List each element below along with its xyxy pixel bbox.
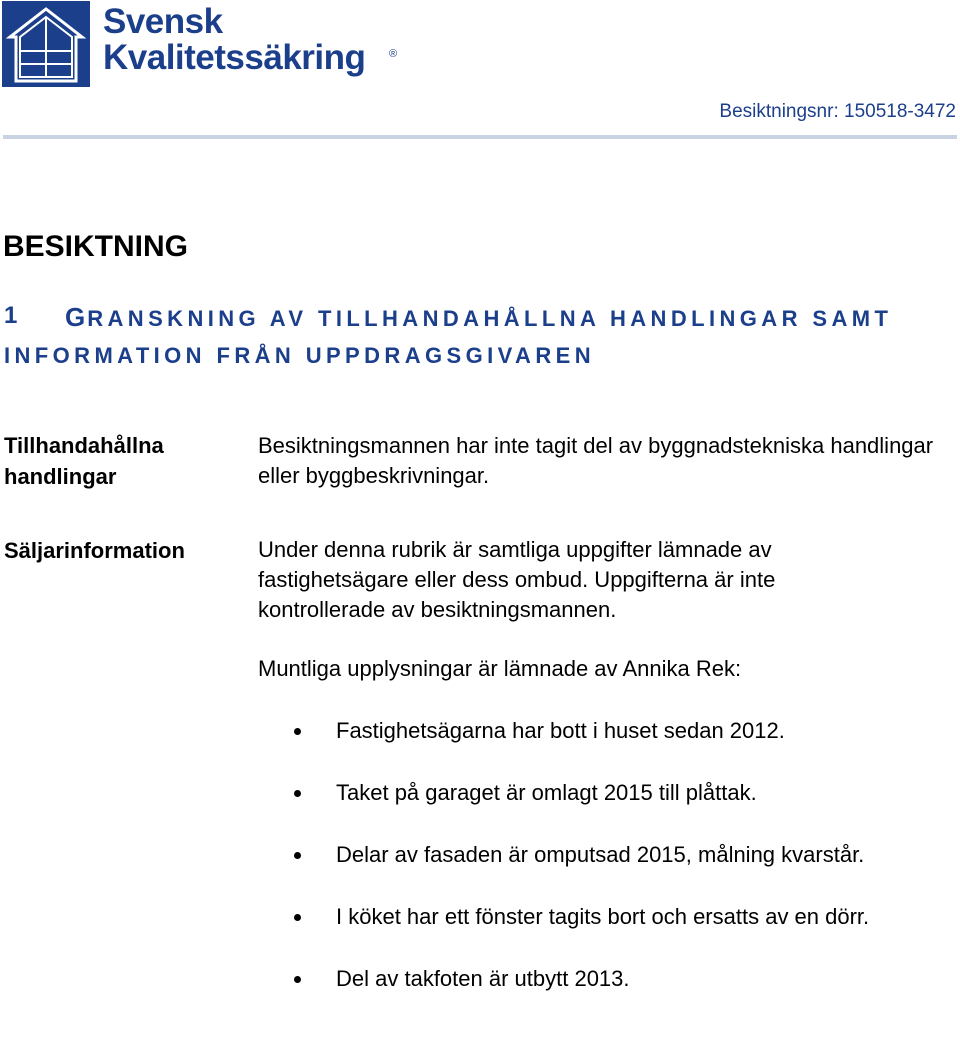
list-item: I köket har ett fönster tagits bort och ersatts av en dörr. [258,902,936,932]
oral-info-intro: Muntliga upplysningar är lämnade av Annika Rek: [258,656,742,681]
bullet-icon [294,790,301,797]
bullet-icon [294,852,301,859]
list-item: Delar av fasaden är omputsad 2015, målning kvarstår. [258,840,876,870]
section-heading-initial: G [65,302,88,332]
row-label-line-2: handlingar [4,464,117,489]
brand-name [103,2,397,77]
section-number: 1 [4,302,18,329]
seller-info-list [258,716,948,1026]
list-item: Taket på garaget är omlagt 2015 till plåttak. [258,778,948,808]
company-logo [2,1,422,91]
page-title: BESIKTNING [3,230,189,263]
brand-line-2: Kvalitetssäkring [103,38,366,77]
row-text-documents: Besiktningsmannen har inte tagit del av byggnadstekniska handlingar eller byggbeskrivningar. [258,433,934,488]
row-text-seller-info: Under denna rubrik är samtliga uppgifter lämnade av fastighetsägare eller dess ombud. Uppgifterna är inte kontrollerade av besiktningsmannen. [258,537,776,622]
section-heading-line-2: INFORMATION FRÅN UPPDRAGSGIVAREN [4,343,595,368]
bullet-icon [294,914,301,921]
section-heading-line-1-rest: RANSKNING AV TILLHANDAHÅLLNA HANDLINGAR SAMT [87,306,893,331]
brand-line-1: Svensk [103,2,223,41]
registered-mark: ® [389,48,397,60]
inspection-number: Besiktningsnr: 150518-3472 [719,101,956,122]
house-logo-icon [2,1,90,87]
row-label-seller-info: Säljarinformation [4,538,185,563]
list-item: Fastighetsägarna har bott i huset sedan 2012. [258,716,948,746]
section-heading-line-1 [65,302,892,333]
bullet-icon [294,728,301,735]
row-label-documents [4,430,244,492]
row-label-line-1: Tillhandahållna [4,433,164,458]
bullet-icon [294,976,301,983]
list-item: Del av takfoten är utbytt 2013. [258,964,948,994]
header-divider [3,135,957,139]
